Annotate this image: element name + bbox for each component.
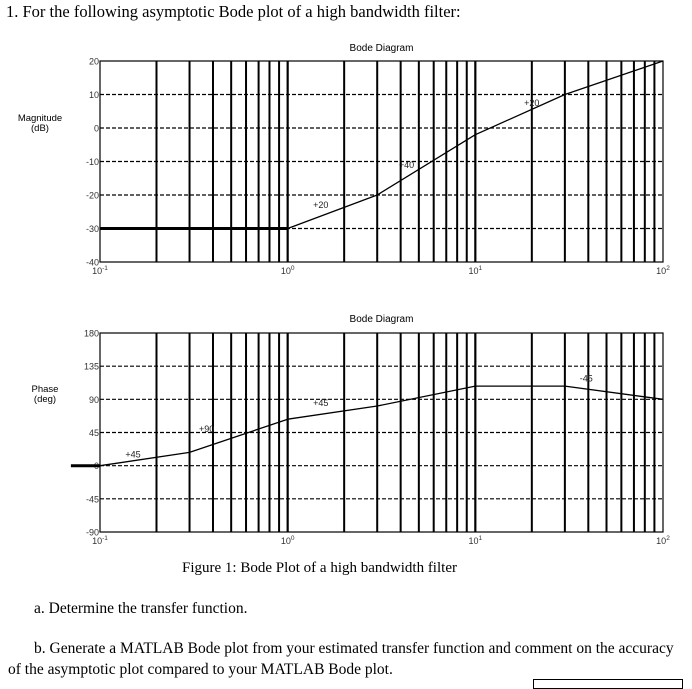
mag-slope-annotation: +20 <box>313 200 329 211</box>
phase-y-tick-label: 90 <box>88 394 99 405</box>
phase-y-tick-label: -90 <box>85 527 99 538</box>
mag-y-tick-label: -20 <box>85 190 99 201</box>
mag-y-tick-label: -30 <box>85 224 99 234</box>
phase-grid <box>100 333 663 532</box>
phase-chart-title: Bode Diagram <box>349 314 414 325</box>
figure-caption: Figure 1: Bode Plot of a high bandwidth filter <box>182 560 457 576</box>
mag-grid <box>100 61 663 262</box>
phase-slope-annotation: +90 <box>198 423 215 434</box>
phase-ylabel-line: Phase <box>31 384 59 395</box>
phase-slope-annotation: -45 <box>579 373 593 384</box>
phase-y-tick-label: 45 <box>88 428 99 438</box>
phase-x-tick-label: $10^1$ <box>468 535 483 546</box>
part-b-question <box>8 638 688 680</box>
phase-x-tick-label: $10^{-1}$ <box>92 535 108 546</box>
mag-y-tick-label: -10 <box>85 157 99 167</box>
mag-ylabel-line: Magnitude <box>17 113 63 124</box>
mag-y-tick-label: 20 <box>88 56 99 67</box>
phase-slope-annotation: +45 <box>313 398 329 409</box>
mag-x-tick-label: $10^1$ <box>468 265 483 276</box>
phase-panel <box>32 314 671 546</box>
mag-panel <box>18 43 670 276</box>
phase-x-tick-label: $10^2$ <box>656 535 670 546</box>
mag-x-tick-label: $10^2$ <box>656 265 670 276</box>
phase-slope-annotation: +45 <box>125 449 141 460</box>
mag-slope-annotation: +40 <box>398 159 415 170</box>
phase-y-tick-label: -45 <box>85 494 99 505</box>
mag-y-tick-label: -40 <box>85 257 99 268</box>
phase-y-tick-label: 0 <box>93 461 99 472</box>
answer-box-edge <box>533 679 683 689</box>
mag-y-tick-label: 0 <box>93 123 99 134</box>
question-title: 1. For the following asymptotic Bode plot of a high bandwidth filter: <box>6 2 461 21</box>
phase-series-asymptote <box>100 386 663 466</box>
mag-chart-title: Bode Diagram <box>349 43 414 54</box>
part-b-text: b. Generate a MATLAB Bode plot from your estimated transfer function and comment on the accuracy of the asymptotic plot compared to your MATLAB Bode plot. <box>8 640 674 678</box>
phase-y-tick-label: 180 <box>83 328 99 339</box>
mag-series-asymptote <box>100 61 663 229</box>
mag-x-tick-label: $10^{-1}$ <box>92 265 108 276</box>
mag-ylabel-line: (dB) <box>31 123 49 134</box>
phase-ylabel-line: (deg) <box>33 394 57 405</box>
mag-x-tick-label: $10^0$ <box>280 265 295 276</box>
mag-y-tick-label: 10 <box>88 90 99 100</box>
part-a-question: a. Determine the transfer function. <box>34 600 248 617</box>
mag-slope-annotation: +20 <box>524 97 540 108</box>
phase-x-tick-label: $10^0$ <box>280 535 295 546</box>
phase-y-tick-label: 135 <box>83 361 99 372</box>
